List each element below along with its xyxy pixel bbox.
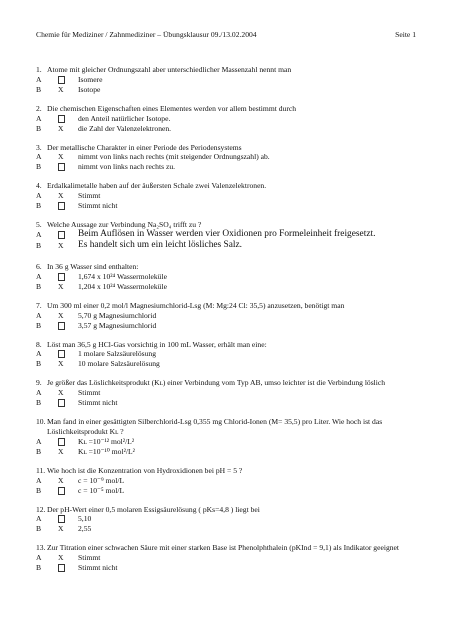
answer-option[interactable] bbox=[36, 437, 422, 447]
checkmark-x[interactable]: X bbox=[58, 241, 64, 251]
answer-option[interactable] bbox=[36, 191, 422, 201]
question-number: 4. bbox=[36, 181, 42, 191]
question-stem bbox=[36, 505, 422, 515]
option-letter: B bbox=[36, 524, 42, 534]
answer-option[interactable] bbox=[36, 447, 422, 457]
checkbox-empty-icon[interactable] bbox=[58, 563, 78, 573]
checkbox-empty-icon[interactable] bbox=[58, 486, 78, 496]
option-letter: A bbox=[36, 388, 42, 398]
question-3 bbox=[36, 143, 422, 173]
answer-option[interactable] bbox=[36, 321, 422, 331]
checkmark-x[interactable]: X bbox=[58, 553, 64, 563]
option-letter: B bbox=[36, 84, 42, 94]
checkbox-empty-icon[interactable] bbox=[58, 398, 78, 408]
answer-option[interactable] bbox=[36, 201, 422, 211]
checkmark-x[interactable]: X bbox=[58, 524, 64, 534]
question-11 bbox=[36, 466, 422, 496]
answer-option[interactable] bbox=[36, 124, 422, 134]
option-text: Kʟ =10⁻¹⁰ mol²/L² bbox=[78, 446, 135, 456]
answer-option[interactable] bbox=[36, 114, 422, 124]
answer-option[interactable] bbox=[36, 514, 422, 524]
option-text: 5,10 bbox=[78, 514, 92, 524]
question-4 bbox=[36, 181, 422, 211]
option-text: nimmt von links nach rechts (mit steigender Ordnungszahl) ab. bbox=[78, 152, 270, 162]
option-text: 1,204 x 10²⁴ Wassermoleküle bbox=[78, 281, 167, 291]
question-number: 11. bbox=[36, 465, 46, 475]
question-list bbox=[36, 65, 422, 582]
question-number: 1. bbox=[36, 65, 42, 74]
option-text: Es handelt sich um ein leicht lösliches Salz. bbox=[78, 240, 243, 251]
checkbox-empty-icon[interactable] bbox=[58, 75, 78, 85]
option-text: Stimmt nicht bbox=[78, 398, 118, 408]
option-letter: A bbox=[36, 229, 42, 239]
question-number: 13. bbox=[36, 543, 46, 553]
option-letter: A bbox=[36, 514, 42, 524]
answer-option[interactable] bbox=[36, 272, 422, 282]
answer-option[interactable] bbox=[36, 241, 422, 253]
option-letter: A bbox=[36, 191, 42, 201]
question-1 bbox=[36, 65, 422, 95]
question-stem bbox=[36, 301, 422, 311]
option-letter: B bbox=[36, 201, 42, 211]
checkmark-x[interactable]: X bbox=[58, 191, 64, 201]
question-stem bbox=[36, 65, 422, 75]
question-stem bbox=[36, 466, 422, 476]
question-7 bbox=[36, 301, 422, 331]
checkbox-empty-icon[interactable] bbox=[58, 514, 78, 524]
question-text: Welche Aussage zur Verbindung Na₂SO₄ trifft zu ? bbox=[47, 220, 202, 230]
option-letter: A bbox=[36, 436, 42, 446]
checkbox-empty-icon[interactable] bbox=[58, 114, 78, 124]
question-text: Zur Titration einer schwachen Säure mit einer starken Base ist Phenolphthalein (pKInd = 9,1) als Indikator geeignet bbox=[47, 543, 400, 553]
question-stem bbox=[36, 181, 422, 191]
question-number: 6. bbox=[36, 261, 42, 271]
question-number: 7. bbox=[36, 300, 42, 310]
option-letter: B bbox=[36, 320, 42, 330]
question-text: Erdalkalimetalle haben auf der äußersten Schale zwei Valenzelektronen. bbox=[47, 181, 267, 191]
question-number: 3. bbox=[36, 142, 42, 152]
answer-option[interactable] bbox=[36, 282, 422, 292]
question-9 bbox=[36, 378, 422, 408]
option-letter: A bbox=[36, 475, 42, 485]
question-6 bbox=[36, 262, 422, 292]
option-letter: A bbox=[36, 113, 42, 123]
option-text: Stimmt nicht bbox=[78, 201, 118, 211]
question-text: Die chemischen Eigenschaften eines Elementes werden vor allem bestimmt durch bbox=[47, 103, 297, 113]
question-text: Je größer das Löslichkeitsprodukt (Kʟ) einer Verbindung vom Typ AB, umso leichter ist die Verbindung löslich bbox=[47, 378, 386, 388]
question-text: Man fand in einer gesättigten Silberchlorid-Lsg 0,355 mg Chlorid-Ionen (M= 35,5) pro Liter. Wie hoch ist das Löslichkeitsprodukt Kʟ ? bbox=[47, 417, 383, 436]
question-stem bbox=[36, 104, 422, 114]
option-text: Stimmt nicht bbox=[78, 563, 118, 573]
question-5 bbox=[36, 220, 422, 253]
answer-option[interactable] bbox=[36, 476, 422, 486]
question-text: Atome mit gleicher Ordnungszahl aber unterschiedlicher Massenzahl nennt man bbox=[47, 65, 292, 74]
option-text: Stimmt bbox=[78, 191, 101, 201]
question-text: Um 300 ml einer 0,2 mol/l Magnesiumchlorid-Lsg (M: Mg:24 Cl: 35,5) anzusetzen, benötigt man bbox=[47, 300, 345, 310]
option-letter: B bbox=[36, 123, 42, 133]
question-10 bbox=[36, 417, 422, 457]
answer-option[interactable] bbox=[36, 398, 422, 408]
checkmark-x[interactable]: X bbox=[58, 281, 64, 291]
option-letter: A bbox=[36, 271, 42, 281]
answer-option[interactable] bbox=[36, 152, 422, 162]
checkbox-empty-icon[interactable] bbox=[58, 349, 78, 359]
checkbox-empty-icon[interactable] bbox=[58, 321, 78, 331]
answer-option[interactable] bbox=[36, 388, 422, 398]
option-letter: A bbox=[36, 349, 42, 359]
answer-option[interactable] bbox=[36, 563, 422, 573]
checkmark-x[interactable]: X bbox=[58, 359, 64, 369]
checkbox-empty-icon[interactable] bbox=[58, 437, 78, 447]
question-text: Der metallische Charakter in einer Periode des Periodensystems bbox=[47, 142, 242, 152]
option-letter: B bbox=[36, 398, 42, 408]
checkmark-x[interactable]: X bbox=[58, 310, 64, 320]
question-stem bbox=[36, 143, 422, 153]
checkmark-x[interactable]: X bbox=[58, 84, 64, 94]
question-stem bbox=[36, 417, 422, 437]
header-title: Chemie für Mediziner / Zahnmediziner – Übungsklausur 09./13.02.2004 bbox=[36, 30, 257, 39]
page-number: Seite 1 bbox=[395, 30, 416, 39]
question-2 bbox=[36, 104, 422, 134]
question-number: 2. bbox=[36, 103, 42, 113]
question-stem bbox=[36, 378, 422, 388]
option-text: 1 molare Salzsäurelösung bbox=[78, 349, 157, 359]
checkmark-x[interactable]: X bbox=[58, 475, 64, 485]
checkbox-empty-icon[interactable] bbox=[58, 230, 78, 242]
option-text: Isotope bbox=[78, 84, 101, 94]
option-text: nimmt von links nach rechts zu. bbox=[78, 162, 176, 172]
option-text: die Zahl der Valenzelektronen. bbox=[78, 123, 172, 133]
option-letter: A bbox=[36, 310, 42, 320]
question-number: 9. bbox=[36, 378, 42, 388]
question-8 bbox=[36, 340, 422, 370]
option-text: Stimmt bbox=[78, 553, 101, 563]
option-letter: B bbox=[36, 446, 42, 456]
option-letter: B bbox=[36, 563, 42, 573]
option-text: Kʟ =10⁻¹² mol²/L² bbox=[78, 436, 135, 446]
option-text: 5,70 g Magnesiumchlorid bbox=[78, 310, 157, 320]
question-text: Der pH-Wert einer 0,5 molaren Essigsäurelösung ( pKs=4,8 ) liegt bei bbox=[47, 504, 260, 514]
question-13 bbox=[36, 543, 422, 573]
answer-option[interactable] bbox=[36, 162, 422, 172]
option-text: 2,55 bbox=[78, 524, 92, 534]
checkbox-empty-icon[interactable] bbox=[58, 272, 78, 282]
option-letter: A bbox=[36, 74, 42, 84]
answer-option[interactable] bbox=[36, 553, 422, 563]
answer-option[interactable] bbox=[36, 349, 422, 359]
option-text: Isomere bbox=[78, 74, 103, 84]
option-letter: B bbox=[36, 359, 42, 369]
checkmark-x[interactable]: X bbox=[58, 446, 64, 456]
page-header bbox=[36, 30, 416, 42]
question-stem bbox=[36, 340, 422, 350]
option-text: Beim Auflösen in Wasser werden vier Oxidionen pro Formeleinheit freigesetzt. bbox=[78, 228, 376, 239]
checkmark-x[interactable]: X bbox=[58, 123, 64, 133]
question-text: Wie hoch ist die Konzentration von Hydroxidionen bei pH = 5 ? bbox=[47, 465, 243, 475]
question-number: 10. bbox=[36, 417, 46, 427]
option-letter: B bbox=[36, 281, 42, 291]
answer-option[interactable] bbox=[36, 359, 422, 369]
question-stem bbox=[36, 543, 422, 553]
answer-option[interactable] bbox=[36, 85, 422, 95]
option-text: den Anteil natürlicher Isotope. bbox=[78, 113, 171, 123]
checkmark-x[interactable]: X bbox=[58, 388, 64, 398]
option-letter: B bbox=[36, 485, 42, 495]
question-text: In 36 g Wasser sind enthalten: bbox=[47, 261, 139, 271]
option-text: 1,674 x 10²⁴ Wassermoleküle bbox=[78, 271, 167, 281]
option-text: c = 10⁻⁹ mol/L bbox=[78, 475, 125, 485]
option-text: c = 10⁻⁵ mol/L bbox=[78, 485, 125, 495]
option-text: Stimmt bbox=[78, 388, 101, 398]
answer-option[interactable] bbox=[36, 311, 422, 321]
question-number: 12. bbox=[36, 504, 46, 514]
option-letter: A bbox=[36, 553, 42, 563]
question-number: 8. bbox=[36, 339, 42, 349]
option-letter: B bbox=[36, 241, 42, 251]
answer-option[interactable] bbox=[36, 524, 422, 534]
option-text: 3,57 g Magnesiumchlorid bbox=[78, 320, 157, 330]
option-letter: B bbox=[36, 162, 42, 172]
option-text: 10 molare Salzsäurelösung bbox=[78, 359, 160, 369]
answer-option[interactable] bbox=[36, 75, 422, 85]
question-number: 5. bbox=[36, 220, 42, 230]
checkbox-empty-icon[interactable] bbox=[58, 162, 78, 172]
question-text: Löst man 36,5 g HCl-Gas vorsichtig in 100 mL Wasser, erhält man eine: bbox=[47, 339, 267, 349]
checkbox-empty-icon[interactable] bbox=[58, 201, 78, 211]
checkmark-x[interactable]: X bbox=[58, 152, 64, 162]
answer-option[interactable] bbox=[36, 486, 422, 496]
option-letter: A bbox=[36, 152, 42, 162]
question-12 bbox=[36, 505, 422, 535]
question-stem bbox=[36, 262, 422, 272]
